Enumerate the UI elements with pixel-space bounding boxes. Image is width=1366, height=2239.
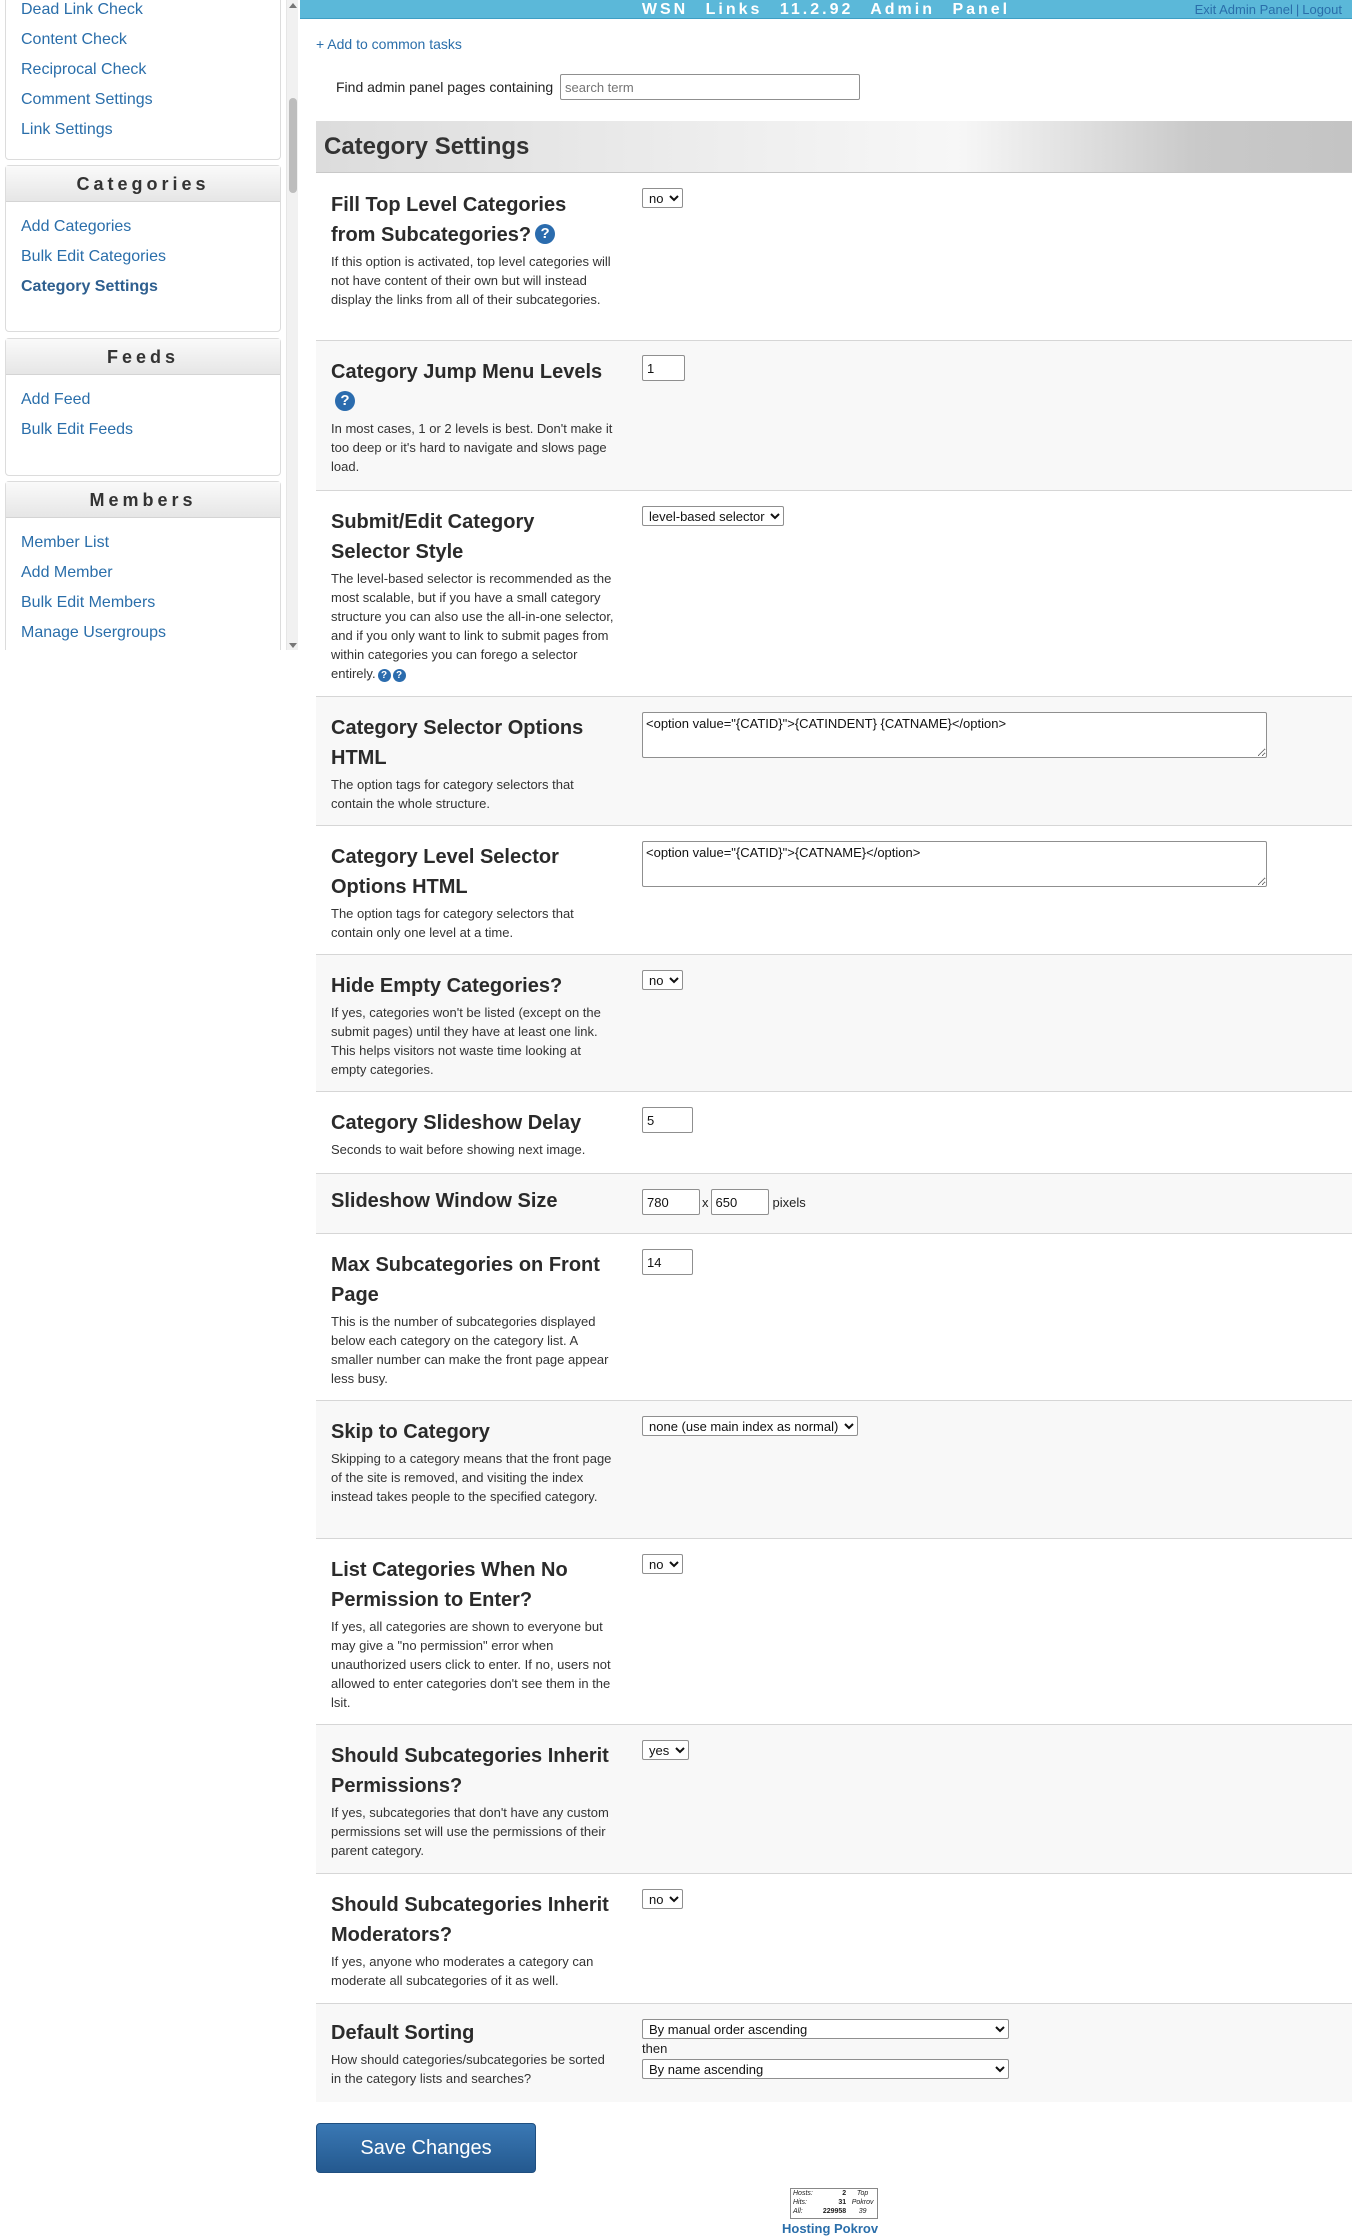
counter-top-value: 39 — [858, 2208, 867, 2215]
setting-description: If yes, anyone who moderates a category can moderate all subcategories of it as well. — [331, 1954, 594, 1988]
sidebar-item-dead-link-check[interactable]: Dead Link Check — [21, 1, 143, 18]
inherit-permissions-select[interactable] — [642, 1740, 689, 1760]
slideshow-delay-input[interactable] — [642, 1107, 693, 1133]
setting-row-jump-menu-levels — [316, 341, 1352, 491]
setting-title: Submit/Edit Category Selector Style — [331, 511, 535, 563]
sidebar-item-bulk-edit-members[interactable]: Bulk Edit Members — [21, 594, 156, 611]
max-subcategories-input[interactable] — [642, 1249, 693, 1275]
scroll-up-arrow-icon[interactable] — [289, 3, 297, 8]
sidebar-item-content-check[interactable]: Content Check — [21, 31, 127, 48]
level-selector-options-html-textarea[interactable] — [642, 841, 1267, 887]
setting-description: The level-based selector is recommended as the most scalable, but if you have a small category structure you can also use the all-in-one selector, and if you only want to link to submit pages from within categories you can forego a selector entirely. ? ? — [331, 571, 614, 681]
hosting-pokrov-link[interactable]: Hosting Pokrov — [782, 2221, 879, 2236]
sidebar-item-bulk-edit-categories[interactable]: Bulk Edit Categories — [21, 248, 166, 265]
setting-title: Slideshow Window Size — [331, 1190, 558, 1212]
setting-description: If yes, categories won't be listed (except on the submit pages) until they have at least one link. This helps visitors not waste time looking at empty categories. — [331, 1005, 601, 1077]
selector-options-html-textarea[interactable] — [642, 712, 1267, 758]
slideshow-height-input[interactable] — [711, 1189, 769, 1215]
slideshow-width-input[interactable] — [642, 1189, 700, 1215]
hit-counter-badge[interactable] — [790, 2188, 878, 2219]
secondary-sort-select[interactable] — [642, 2059, 1009, 2079]
logout-link[interactable]: Logout — [1302, 2, 1342, 17]
section-header — [316, 121, 1352, 173]
sidebar-item-bulk-edit-feeds[interactable]: Bulk Edit Feeds — [21, 421, 134, 438]
setting-description: This is the number of subcategories displayed below each category on the category list. A smaller number can make the front page appear less busy. — [331, 1314, 609, 1386]
help-icon[interactable]: ? — [393, 669, 406, 682]
setting-title: Category Selector Options HTML — [331, 717, 584, 769]
help-icon[interactable]: ? — [378, 669, 391, 682]
help-icon[interactable]: ? — [535, 224, 555, 244]
topbar-separator: | — [1295, 2, 1300, 17]
setting-row-default-sorting — [316, 2004, 1352, 2102]
setting-title: Category Slideshow Delay — [331, 1112, 582, 1134]
setting-title: Skip to Category — [331, 1421, 490, 1443]
setting-row-selector-style — [316, 491, 1352, 697]
save-changes-button[interactable]: Save Changes — [316, 2123, 536, 2173]
setting-description: The option tags for category selectors that contain only one level at a time. — [331, 906, 574, 940]
sidebar-heading-feeds: Feeds — [6, 339, 280, 375]
sidebar-item-reciprocal-check[interactable]: Reciprocal Check — [21, 61, 147, 78]
topbar-links — [1195, 0, 1342, 19]
setting-row-slideshow-delay — [316, 1092, 1352, 1174]
setting-row-max-subcategories — [316, 1234, 1352, 1401]
counter-hits-value: 31 — [838, 2199, 847, 2206]
setting-row-level-selector-options-html — [316, 826, 1352, 955]
size-separator: x — [702, 1194, 709, 1210]
setting-description: Skipping to a category means that the front page of the site is removed, and visiting the index instead takes people to the specified category. — [331, 1451, 612, 1504]
sidebar-box-members — [5, 481, 281, 650]
sidebar-box-links — [5, 0, 281, 160]
setting-row-skip-to-category — [316, 1401, 1352, 1539]
admin-search-row — [336, 74, 860, 100]
setting-description: In most cases, 1 or 2 levels is best. Don't make it too deep or it's hard to navigate and slows page load. — [331, 421, 613, 474]
selector-style-select[interactable] — [642, 506, 784, 526]
setting-row-selector-options-html — [316, 697, 1352, 826]
sidebar-heading-categories: Categories — [6, 166, 280, 202]
setting-description: If yes, all categories are shown to everyone but may give a "no permission" error when unauthorized users click to enter. If no, users not allowed to enter categories don't see them in the lsit. — [331, 1619, 611, 1710]
counter-all-label: All: — [793, 2208, 803, 2215]
hide-empty-select[interactable] — [642, 970, 683, 990]
sidebar-heading-members: Members — [6, 482, 280, 518]
setting-description: Seconds to wait before showing next image. — [331, 1142, 586, 1157]
sidebar-item-category-settings[interactable]: Category Settings — [21, 278, 158, 295]
sidebar-scrollbar[interactable] — [286, 0, 298, 650]
sidebar-item-add-feed[interactable]: Add Feed — [21, 391, 91, 408]
setting-row-slideshow-window-size — [316, 1174, 1352, 1234]
admin-panel-title: WSN Links 11.2.92 Admin Panel — [641, 1, 1011, 18]
primary-sort-select[interactable] — [642, 2019, 1009, 2039]
setting-title: Max Subcategories on Front Page — [331, 1254, 600, 1306]
fill-top-level-select[interactable] — [642, 188, 683, 208]
sidebar-item-add-categories[interactable]: Add Categories — [21, 218, 132, 235]
sidebar-item-link-settings[interactable]: Link Settings — [21, 121, 113, 138]
setting-title: Category Jump Menu Levels? — [331, 361, 603, 409]
counter-hits-label: Hits: — [793, 2199, 807, 2206]
sidebar-box-categories — [5, 165, 281, 332]
help-icon[interactable]: ? — [335, 391, 355, 411]
list-no-permission-select[interactable] — [642, 1554, 683, 1574]
size-unit-label: pixels — [772, 1194, 806, 1210]
setting-description: The option tags for category selectors that contain the whole structure. — [331, 777, 574, 811]
setting-description: If yes, subcategories that don't have any custom permissions set will use the permissions of their parent category. — [331, 1805, 609, 1858]
skip-to-category-select[interactable] — [642, 1416, 858, 1436]
admin-search-input[interactable] — [560, 74, 860, 100]
setting-title: Fill Top Level Categories from Subcategories? ? — [331, 194, 567, 246]
page-title: Category Settings — [324, 133, 530, 160]
setting-description: How should categories/subcategories be sorted in the category lists and searches? — [331, 2052, 605, 2086]
setting-row-hide-empty — [316, 955, 1352, 1092]
sort-then-label: then — [642, 2041, 668, 2056]
setting-row-inherit-permissions — [316, 1725, 1352, 1874]
counter-top-label: Top — [856, 2190, 869, 2197]
setting-title: List Categories When No Permission to Enter? — [331, 1559, 568, 1611]
setting-row-inherit-moderators — [316, 1874, 1352, 2004]
sidebar-item-comment-settings[interactable]: Comment Settings — [21, 91, 153, 108]
inherit-moderators-select[interactable] — [642, 1889, 683, 1909]
counter-hosts-value: 2 — [842, 2190, 847, 2197]
setting-title: Should Subcategories Inherit Moderators? — [331, 1894, 609, 1946]
admin-search-label: Find admin panel pages containing — [336, 79, 554, 95]
sidebar-item-member-list[interactable]: Member List — [21, 534, 110, 551]
sidebar-item-manage-usergroups[interactable]: Manage Usergroups — [21, 624, 166, 641]
sidebar-item-add-member[interactable]: Add Member — [21, 564, 113, 581]
setting-row-list-no-permission — [316, 1539, 1352, 1725]
exit-admin-panel-link[interactable]: Exit Admin Panel — [1194, 2, 1293, 17]
sidebar — [0, 0, 300, 650]
admin-topbar — [300, 0, 1352, 19]
add-to-common-tasks-link[interactable]: + Add to common tasks — [316, 36, 462, 52]
setting-row-fill-top-level — [316, 174, 1352, 341]
counter-all-value: 229958 — [822, 2208, 847, 2215]
counter-hosts-label: Hosts: — [793, 2190, 813, 2197]
counter-top-name: Pokrov — [851, 2199, 874, 2206]
sidebar-scrollbar-thumb[interactable] — [289, 98, 297, 193]
setting-title: Should Subcategories Inherit Permissions? — [331, 1745, 609, 1797]
scroll-down-arrow-icon[interactable] — [289, 643, 297, 648]
setting-description: If this option is activated, top level categories will not have content of their own but will instead display the links from all of their subcategories. — [331, 254, 611, 307]
jump-menu-levels-input[interactable] — [642, 355, 685, 381]
sidebar-box-feeds — [5, 338, 281, 476]
setting-title: Hide Empty Categories? — [331, 975, 563, 997]
setting-title: Default Sorting — [331, 2022, 475, 2044]
setting-title: Category Level Selector Options HTML — [331, 846, 559, 898]
